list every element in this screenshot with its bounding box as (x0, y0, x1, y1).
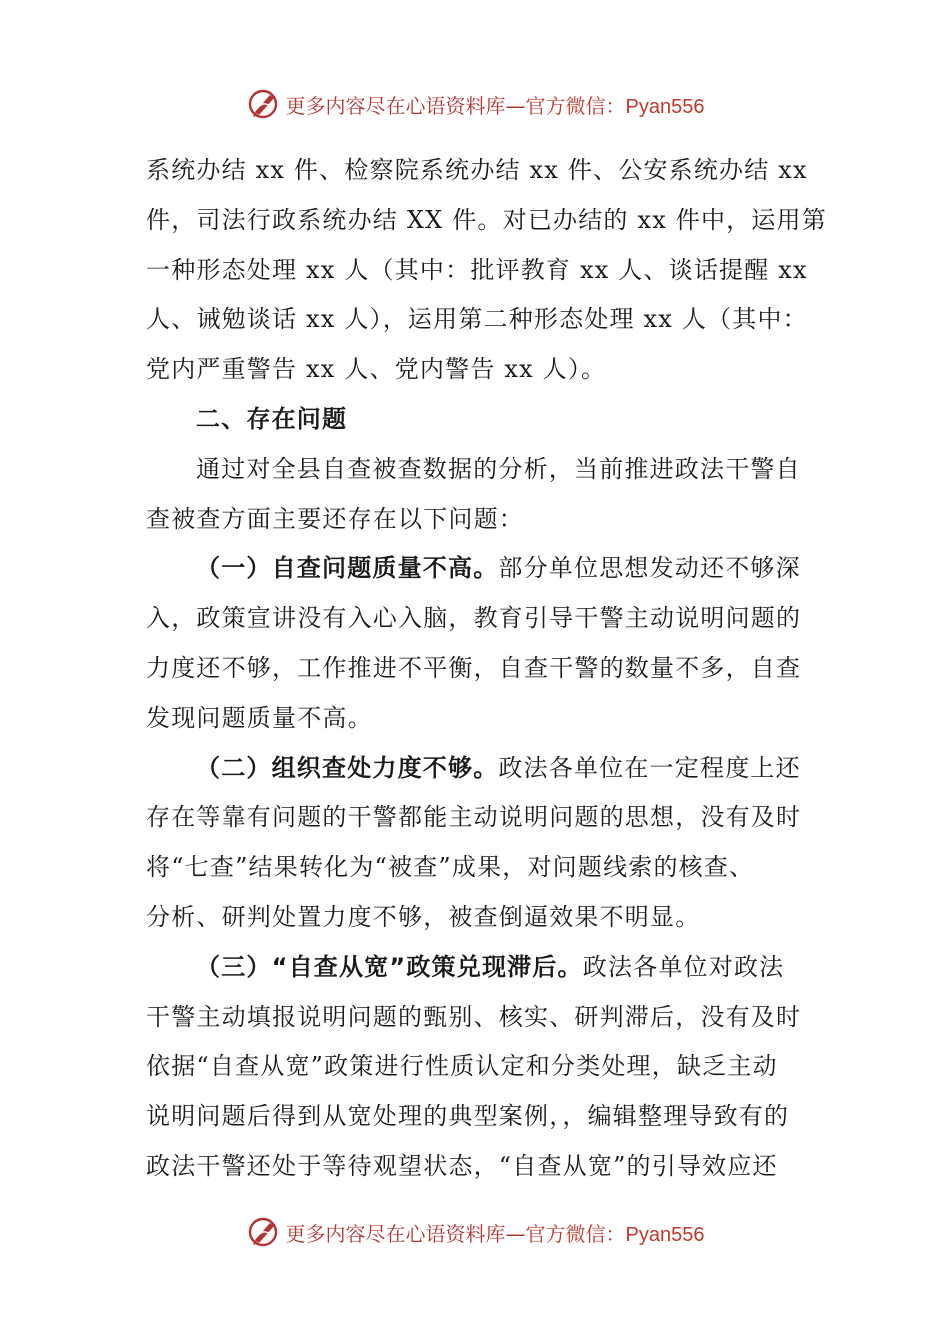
text-line: 说明问题后得到从宽处理的典型案例，，编辑整理导致有的 (146, 1102, 790, 1131)
banner-text: 更多内容尽在心语资料库—官方微信：Pyan556 (285, 93, 705, 118)
subheading-title: （一）自查问题质量不高。 (196, 554, 499, 583)
text-line: 将“七查”结果转化为“被查”成果，对问题线索的核查、 (146, 853, 755, 882)
text-line: 通过对全县自查被查数据的分析，当前推进政法干警自 (196, 454, 801, 483)
text-line: 一种形态处理 xx 人（其中：批评教育 xx 人、谈话提醒 xx (146, 255, 808, 284)
footer-banner (0, 1212, 950, 1252)
text-line: 力度还不够，工作推进不平衡，自查干警的数量不多，自查 (146, 653, 802, 682)
subheading-title: （三）“自查从宽”政策兑现滞后。 (196, 952, 583, 981)
text-line: 分析、研判处置力度不够，被查倒逼效果不明显。 (146, 902, 701, 931)
pen-logo-icon (246, 1214, 282, 1250)
text-line: 存在等靠有问题的干警都能主动说明问题的思想，没有及时 (146, 803, 802, 832)
subheading-title: （二）组织查处力度不够。 (196, 753, 499, 782)
text-line: 人、诫勉谈话 xx 人），运用第二种形态处理 xx 人（其中： (146, 305, 808, 334)
subheading-line (146, 744, 810, 794)
text-span: 政法各单位对政法 (582, 952, 785, 981)
text-line: 发现问题质量不高。 (146, 703, 373, 732)
text-line: 政法干警还处于等待观望状态，“自查从宽”的引导效应还 (146, 1151, 778, 1180)
text-span: 部分单位思想发动还不够深 (498, 554, 801, 583)
text-line: 依据“自查从宽”政策进行性质认定和分类处理，缺乏主动 (146, 1052, 778, 1081)
text-line: 系统办结 xx 件、检察院系统办结 xx 件、公安系统办结 xx (146, 156, 808, 184)
text-span: 政法各单位在一定程度上还 (498, 753, 801, 782)
text-line: 干警主动填报说明问题的甄别、核实、研判滞后，没有及时 (146, 1002, 802, 1031)
header-banner (0, 84, 950, 124)
document-body (146, 146, 827, 1192)
subheading-line (146, 943, 810, 993)
text-line: 件，司法行政系统办结 XX 件。对已办结的 xx 件中，运用第 (146, 205, 827, 234)
section-heading: 二、存在问题 (196, 404, 348, 433)
pen-logo-icon (246, 86, 282, 122)
banner-text: 更多内容尽在心语资料库—官方微信：Pyan556 (285, 1221, 705, 1246)
text-line: 入，政策宣讲没有入心入脑，教育引导干警主动说明问题的 (146, 604, 802, 633)
subheading-line (146, 544, 810, 594)
text-line: 查被查方面主要还存在以下问题： (146, 504, 524, 533)
text-line: 党内严重警告 xx 人、党内警告 xx 人）。 (146, 355, 607, 384)
